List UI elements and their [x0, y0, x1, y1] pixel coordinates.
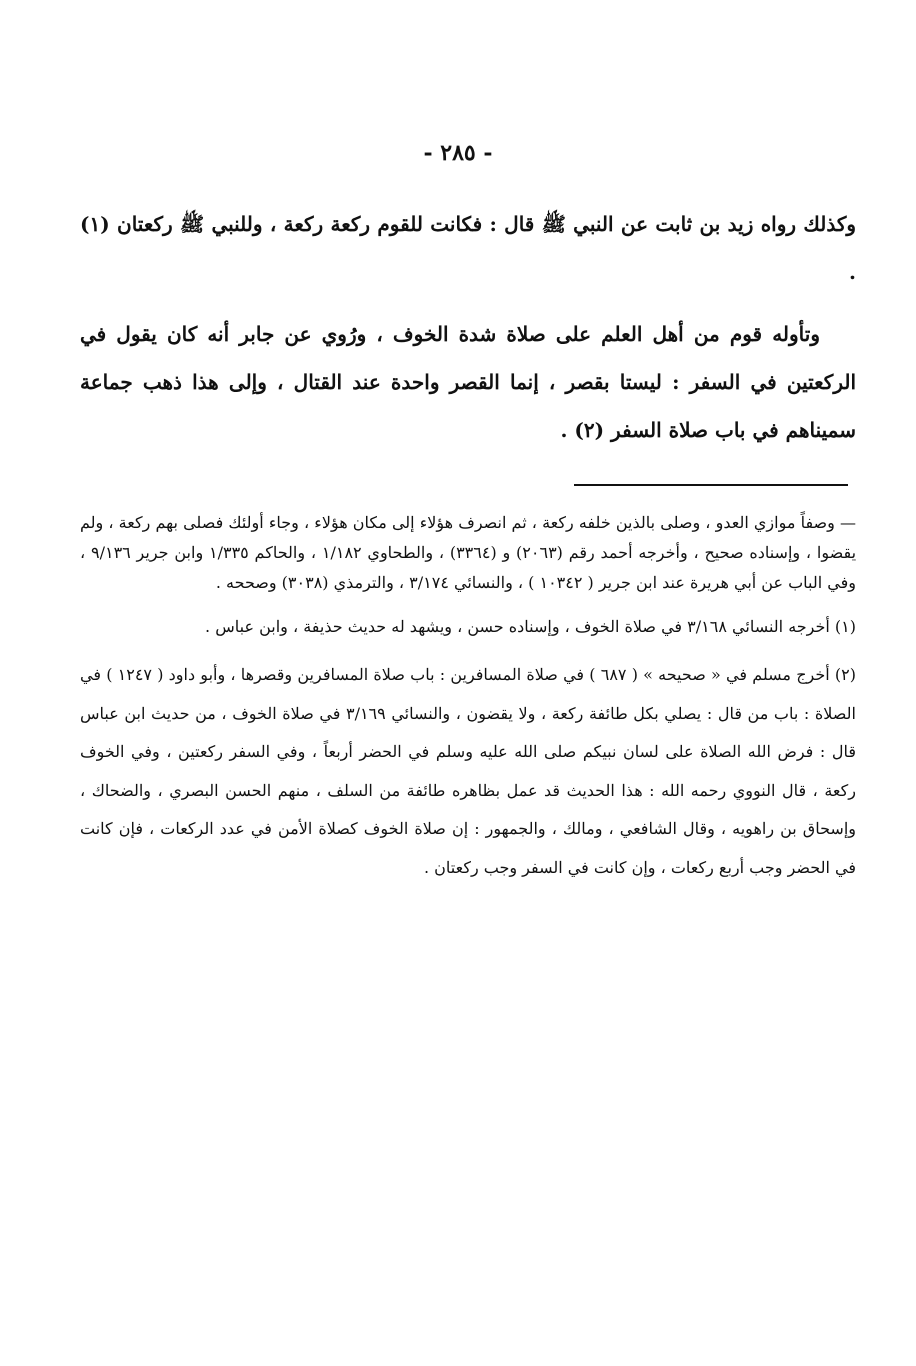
footnotes: [80, 508, 856, 901]
footnote-2: (٢) أخرج مسلم في « صحيحه » ( ٦٨٧ ) في صلاة المسافرين : باب صلاة المسافرين وقصرها ، وأبو داود ( ١٢٤٧ ) في الصلاة : باب من قال : يصلي بكل طائفة ركعة ، ولا يقضون ، والنسائي ٣/١٦٩ في صلاة الخوف ، من حديث ابن عباس قال : فرض الله الصلاة على لسان نبيكم صلى الله عليه وسلم في الحضر أربعاً ، وفي السفر ركعتين ، وفي الخوف ركعة ، قال النووي رحمه الله : هذا الحديث قد عمل بظاهره طائفة من السلف ، منهم الحسن البصري ، والضحاك ، وإسحاق بن راهويه ، وقال الشافعي ، ومالك ، والجمهور : إن صلاة الخوف كصلاة الأمن في عدد الركعات ، فإن كانت في الحضر وجب أربع ركعات ، وإن كانت في السفر وجب ركعتان .: [80, 665, 857, 877]
main-paragraph-2: وتأوله قوم من أهل العلم على صلاة شدة الخوف ، ورُوي عن جابر أنه كان يقول في الركعتين في السفر : ليستا بقصر ، إنما القصر واحدة عند القتال ، وإلى هذا ذهب جماعة سميناهم في باب صلاة السفر (٢) .: [80, 322, 856, 442]
footnote-1: (١) أخرجه النسائي ٣/١٦٨ في صلاة الخوف ، وإسناده حسن ، ويشهد له حديث حذيفة ، وابن عباس .: [205, 617, 856, 636]
footnote-continued: — وصفاً موازي العدو ، وصلى بالذين خلفه ركعة ، ثم انصرف هؤلاء إلى مكان هؤلاء ، وجاء أولئك فصلى بهم ركعة ، ولم يقضوا ، وإسناده صحيح ، وأخرجه أحمد رقم (٢٠٦٣) و (٣٣٦٤) ، والطحاوي ١/١٨٢ ، والحاكم ١/٣٣٥ وابن جرير ٩/١٣٦ ، وفي الباب عن أبي هريرة عند ابن جرير ( ١٠٣٤٢ ) ، والنسائي ٣/١٧٤ ، والترمذي (٣٠٣٨) وصححه .: [80, 513, 857, 592]
main-text: [80, 200, 856, 454]
main-paragraph-1: وكذلك رواه زيد بن ثابت عن النبي ﷺ قال : فكانت للقوم ركعة ركعة ، وللنبي ﷺ ركعتان (١) .: [80, 212, 856, 284]
footnote-separator: [574, 484, 848, 486]
page-number: - ٢٨٥ -: [423, 140, 493, 166]
